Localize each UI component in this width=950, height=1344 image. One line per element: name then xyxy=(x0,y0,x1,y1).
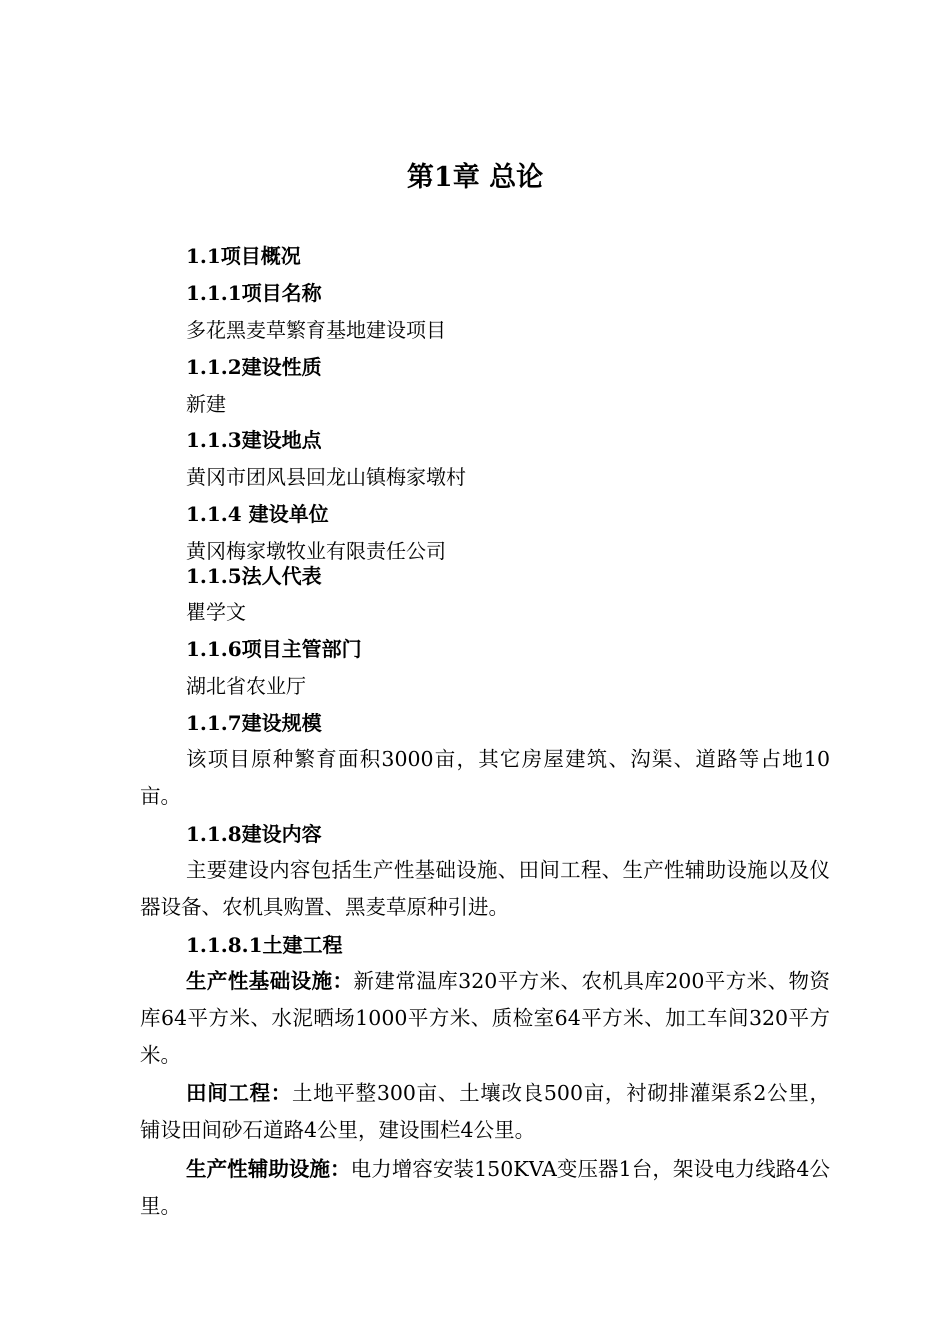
unit-text: 黄冈梅家墩牧业有限责任公司 xyxy=(186,539,446,563)
dept-text: 湖北省农业厅 xyxy=(186,674,306,698)
infra-label: 生产性基础设施： xyxy=(186,969,354,993)
chapter-title: 第1章 总论 xyxy=(406,162,544,193)
heading-1-1-5: 1.1.5法人代表 xyxy=(186,564,322,588)
heading-1-1-7: 1.1.7建设规模 xyxy=(186,711,322,735)
heading-1-1-8: 1.1.8建设内容 xyxy=(186,822,322,846)
field-paragraph xyxy=(140,1075,830,1149)
aux-paragraph xyxy=(140,1151,830,1225)
field-text: 土地平整300亩、土壤改良500亩，衬砌排灌渠系2公里，铺设田间砂石道路4公里，建设围栏4公里。 xyxy=(140,1081,830,1142)
aux-label: 生产性辅助设施： xyxy=(186,1157,351,1181)
legal-rep-text: 瞿学文 xyxy=(186,600,246,624)
location-text: 黄冈市团风县回龙山镇梅家墩村 xyxy=(186,465,466,489)
field-label: 田间工程： xyxy=(186,1081,293,1105)
heading-1-1: 1.1项目概况 xyxy=(186,244,301,268)
infra-text: 新建常温库320平方米、农机具库200平方米、物资库64平方米、水泥晒场1000平方米、质检室64平方米、加工车间320平方米。 xyxy=(140,969,830,1067)
heading-1-1-4: 1.1.4 建设单位 xyxy=(186,502,329,526)
content-paragraph: 主要建设内容包括生产性基础设施、田间工程、生产性辅助设施以及仪器设备、农机具购置、黑麦草原种引进。 xyxy=(140,858,830,919)
infra-paragraph xyxy=(140,963,830,1074)
heading-1-1-8-1: 1.1.8.1土建工程 xyxy=(186,933,343,957)
heading-1-1-3: 1.1.3建设地点 xyxy=(186,428,322,452)
heading-1-1-1: 1.1.1项目名称 xyxy=(186,281,322,305)
nature-text: 新建 xyxy=(186,392,226,416)
heading-1-1-2: 1.1.2建设性质 xyxy=(186,355,322,379)
heading-1-1-6: 1.1.6项目主管部门 xyxy=(186,637,362,661)
aux-text: 电力增容安装150KVA变压器1台，架设电力线路4公里。 xyxy=(140,1157,831,1218)
scale-paragraph: 该项目原种繁育面积3000亩，其它房屋建筑、沟渠、道路等占地10亩。 xyxy=(140,747,830,808)
project-name-text: 多花黑麦草繁育基地建设项目 xyxy=(186,318,446,342)
